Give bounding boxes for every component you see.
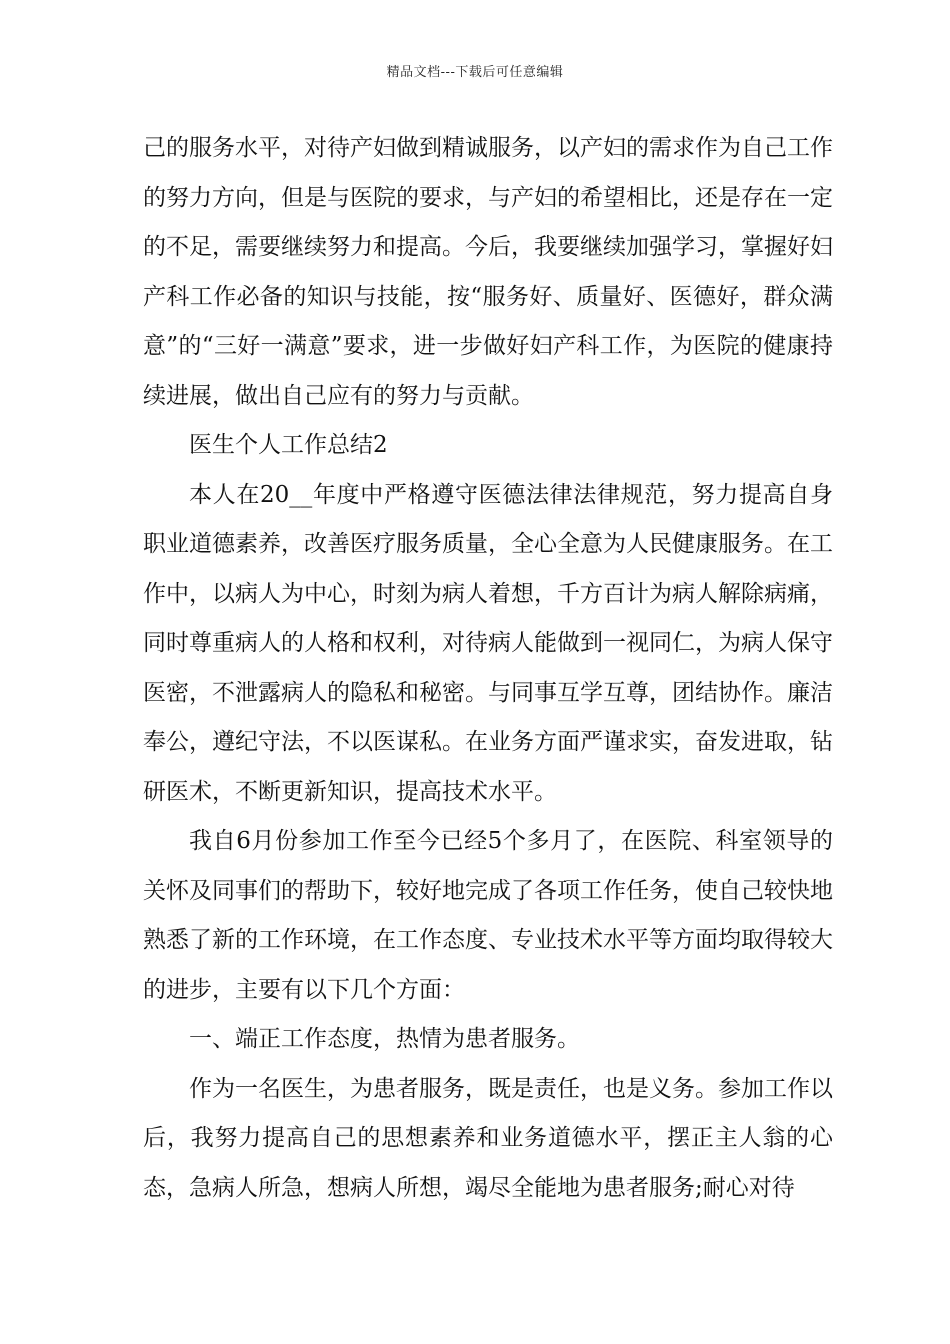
page-header: 精品文档---下载后可任意编辑: [386, 65, 564, 80]
section-title: 医生个人工作总结2: [189, 432, 388, 458]
paragraph-serve-patients: 作为一名医生，为患者服务，既是责任，也是义务。参加工作以后，我努力提高自己的思想素养和业务道德水平，摆正主人翁的心态，急病人所急，想病人所想，竭尽全能地为患者服务;耐心对待: [143, 1075, 833, 1201]
subheading-work-attitude: 一、端正工作态度，热情为患者服务。: [189, 1026, 580, 1052]
paragraph-work-progress: 我自6月份参加工作至今已经5个多月了，在医院、科室领导的关怀及同事们的帮助下，较好地完成了各项工作任务，使自己较快地熟悉了新的工作环境，在工作态度、专业技术水平等方面均取得较大的进步，主要有以下几个方面：: [143, 828, 833, 1003]
document-body: [143, 124, 833, 1213]
paragraph-continuation: 己的服务水平，对待产妇做到精诚服务，以产妇的需求作为自己工作的努力方向，但是与医院的要求，与产妇的希望相比，还是存在一定的不足，需要继续努力和提高。今后，我要继续加强学习，掌握好妇产科工作必备的知识与技能，按“服务好、质量好、医德好，群众满意”的“三好一满意”要求，进一步做好妇产科工作，为医院的健康持续进展，做出自己应有的努力与贡献。: [143, 135, 833, 409]
paragraph-annual-conduct: 本人在20__年度中严格遵守医德法律法律规范，努力提高自身职业道德素养，改善医疗服务质量，全心全意为人民健康服务。在工作中，以病人为中心，时刻为病人着想，千方百计为病人解除病痛，同时尊重病人的人格和权利，对待病人能做到一视同仁，为病人保守医密，不泄露病人的隐私和秘密。与同事互学互尊，团结协作。廉洁奉公，遵纪守法，不以医谋私。在业务方面严谨求实，奋发进取，钻研医术，不断更新知识，提高技术水平。: [143, 481, 833, 805]
